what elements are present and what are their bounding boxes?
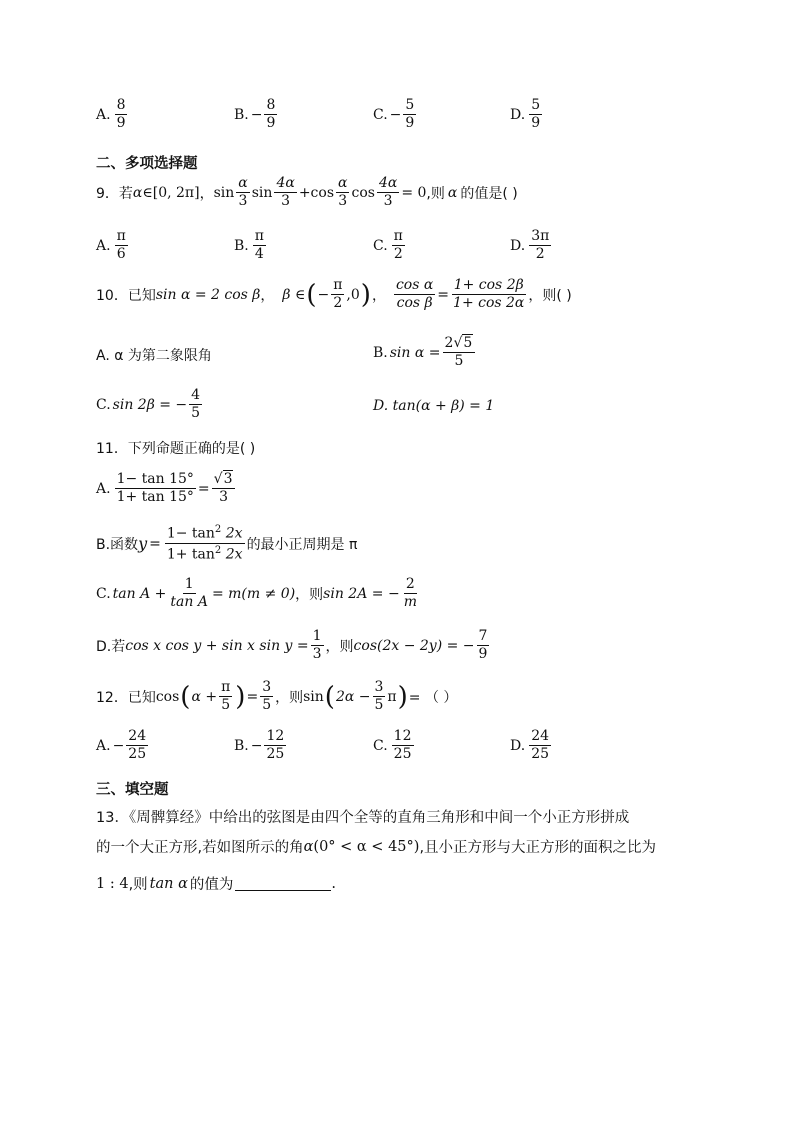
fraction: $\frac{12}{25}$ <box>266 728 285 763</box>
q12-option-a: A. − $\frac{24}{25}$ <box>96 728 147 763</box>
fraction: $\frac{\text{cos α}}{\text{cos β}}$ <box>395 277 434 312</box>
fraction: $\frac{3}{5}$ <box>262 679 272 714</box>
fraction: $\frac{4\alpha}{3}$ <box>276 175 295 210</box>
right-paren: ) <box>360 279 371 310</box>
q11-option-a: A. $\frac{1- \tan 15^\circ}{1+ \tan 15^\circ}$ = $\frac{√3}{3}$ <box>96 472 237 506</box>
q12-option-c: C. $\frac{12}{25}$ <box>373 728 412 763</box>
answer-blank[interactable] <box>235 876 331 891</box>
q9-option-c: C. $\frac{\pi}{2}$ <box>373 228 403 263</box>
fraction: $\frac{3}{5}$ <box>374 679 384 714</box>
question-12: 12．已知 cos ( α + $\frac{\pi}{5}$ ) = $\frac{3}{5}$ ，则 sin ( 2α − $\frac{3}{5}$ π ) = （ ） <box>96 679 458 714</box>
left-paren: ( <box>306 279 317 310</box>
q8-option-c: C. − $\frac{5}{9}$ <box>373 97 415 132</box>
q9-option-b: B. $\frac{\pi}{4}$ <box>234 228 264 263</box>
left-paren: ( <box>180 681 191 712</box>
right-paren: ) <box>397 681 408 712</box>
question-13-line-3: 1 : 4 ,则 tan α 的值为 . <box>96 875 336 893</box>
q8-option-d: D. $\frac{5}{9}$ <box>510 97 541 132</box>
fraction: $\frac{8}{9}$ <box>116 97 126 132</box>
q9-option-a: A. $\frac{\pi}{6}$ <box>96 228 126 263</box>
section-title-fill-in: 三、填空题 <box>96 782 169 798</box>
q10-option-a: A. α 为第二象限角 <box>96 348 212 364</box>
q8-option-a: A. $\frac{8}{9}$ <box>96 97 126 132</box>
fraction: $\frac{1+ \cos 2\beta}{1+ \cos 2\alpha}$ <box>453 277 525 312</box>
question-13-line-2: 的一个大正方形,若如图所示的角 α (0° < α < 45°) ,且小正方形与大正方形的面积之比为 <box>96 838 657 856</box>
fraction: $\frac{5}{9}$ <box>405 97 415 132</box>
q10-option-c: C. sin 2β = − $\frac{4}{5}$ <box>96 387 201 422</box>
fraction: $\frac{\alpha}{3}$ <box>238 175 248 210</box>
fraction: $\frac{24}{25}$ <box>128 728 147 763</box>
left-paren: ( <box>324 681 335 712</box>
question-10: 10．已知 sin α = 2 cos β ， β ∈ ( − $\frac{\pi}{2}$ ,0 ) ， $\frac{\text{cos α}}{\text{cos β}}$ = $\frac{1+ \cos 2\beta}{1+ \cos 2\alpha}$ ，则( ) <box>96 277 572 312</box>
right-paren: ) <box>235 681 246 712</box>
fraction: $\frac{2}{m}$ <box>403 576 417 611</box>
fraction: $\frac{4}{5}$ <box>191 387 201 422</box>
q10-option-b: B. sin α = $\frac{2√5}{5}$ <box>373 336 477 370</box>
fraction: $\frac{\alpha}{3}$ <box>338 175 348 210</box>
fraction: $\frac{3\pi}{2}$ <box>531 228 550 263</box>
fraction: $\frac{12}{25}$ <box>393 728 412 763</box>
q12-option-b: B. − $\frac{12}{25}$ <box>234 728 285 763</box>
question-11-stem: 11．下列命题正确的是( ) <box>96 441 256 457</box>
q12-option-d: D. $\frac{24}{25}$ <box>510 728 550 763</box>
fraction: $\frac{2√5}{5}$ <box>443 336 476 370</box>
fraction: $\frac{7}{9}$ <box>478 628 488 663</box>
fraction: $\frac{5}{9}$ <box>531 97 541 132</box>
fraction: $\frac{8}{9}$ <box>266 97 276 132</box>
q8-option-b: B. − $\frac{8}{9}$ <box>234 97 276 132</box>
section-title-multiple-choice: 二、多项选择题 <box>96 156 198 172</box>
question-9: 9．若 α ∈[0, 2π] ， sin $\frac{\alpha}{3}$ sin $\frac{4\alpha}{3}$ + cos $\frac{\alpha}{3}$ cos $\frac{4\alpha}{3}$ = 0 ,则 α 的值是( ) <box>96 175 518 210</box>
fraction: $\frac{\pi}{5}$ <box>221 679 231 714</box>
q9-option-d: D. $\frac{3\pi}{2}$ <box>510 228 550 263</box>
fraction: $\frac{1}{\text{tan A}}$ <box>170 576 208 611</box>
q11-option-d: D.若 cos x cos y + sin x sin y = $\frac{1}{3}$ ，则 cos(2x − 2y) = − $\frac{7}{9}$ <box>96 628 488 663</box>
fraction: $\frac{4\alpha}{3}$ <box>378 175 398 210</box>
fraction: $\frac{1}{3}$ <box>312 628 322 663</box>
fraction: $\frac{\pi}{2}$ <box>333 277 343 312</box>
question-13-line-1: 13．《周髀算经》中给出的弦图是由四个全等的直角三角形和中间一个小正方形拼成 <box>96 810 630 826</box>
fraction: $\frac{\pi}{4}$ <box>254 228 264 263</box>
q11-option-b: B.函数 y = $\frac{1- \tan^2 2x}{1+ \tan^2 2x}$ 的最小正周期是 π <box>96 524 358 563</box>
fraction: $\frac{24}{25}$ <box>531 728 550 763</box>
fraction: $\frac{\pi}{6}$ <box>116 228 126 263</box>
q10-option-d: D. tan(α + β) = 1 <box>373 398 495 414</box>
fraction: $\frac{1- \tan^2 2x}{1+ \tan^2 2x}$ <box>166 524 243 563</box>
q11-option-c: C. tan A + $\frac{1}{\text{tan A}}$ = m(m ≠ 0) ，则 sin 2A = − $\frac{2}{m}$ <box>96 576 417 611</box>
fraction: $\frac{√3}{3}$ <box>212 472 236 506</box>
fraction: $\frac{\pi}{2}$ <box>393 228 403 263</box>
fraction: $\frac{1- \tan 15^\circ}{1+ \tan 15^\circ}$ <box>116 471 194 506</box>
